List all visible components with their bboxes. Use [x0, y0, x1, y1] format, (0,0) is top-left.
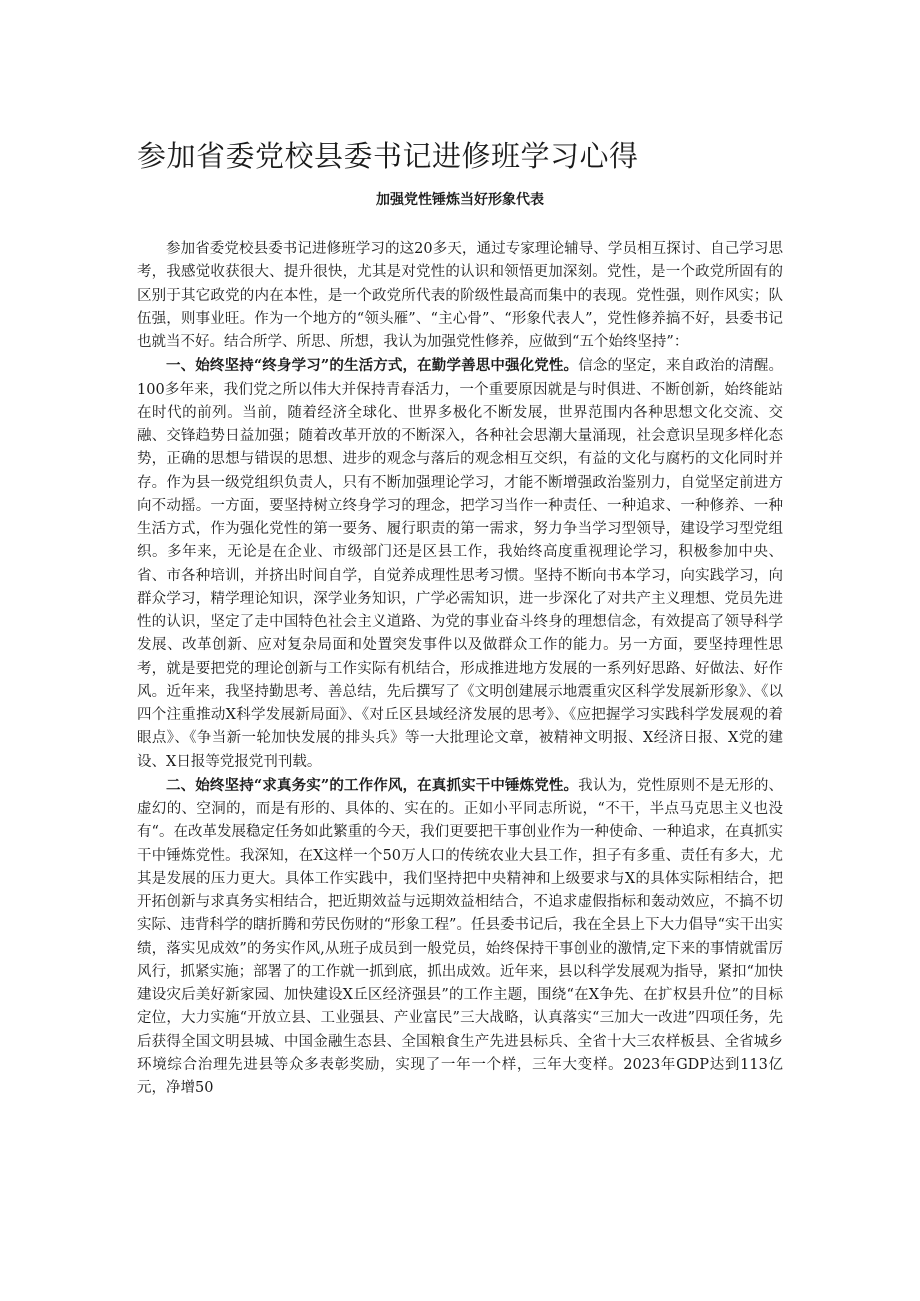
paragraph-text: 信念的坚定，来自政治的清醒。100多年来，我们党之所以伟大并保持青春活力，一个重要原因就是与时俱进、不断创新，始终能站在时代的前列。当前，随着经济全球化、世界多极化不断发展，世界范围内各种思想文化交流、交融、交锋趋势日益加强；随着改革开放的不断深入，各种社会思潮大量涌现，社会意识呈现多样化态势，正确的思想与错误的思想、进步的观念与落后的观念相互交织，有益的文化与腐朽的文化同时并存。作为县一级党组织负责人，只有不断加强理论学习，才能不断增强政治鉴别力，自觉坚定前进方向不动摇。一方面，要坚持树立终身学习的理念，把学习当作一种责任、一种追求、一种修养、一种生活方式，作为强化党性的第一要务、履行职责的第一需求，努力争当学习型领导，建设学习型党组织。多年来，无论是在企业、市级部门还是区县工作，我始终高度重视理论学习，积极参加中央、省、市各种培训，并挤出时间自学，自觉养成理性思考习惯。坚持不断向书本学习，向实践学习，向群众学习，精学理论知识，深学业务知识，广学必需知识，进一步深化了对共产主义理想、党员先进性的认识，坚定了走中国特色社会主义道路、为党的事业奋斗终身的理想信念，有效提高了领导科学发展、改革创新、应对复杂局面和处置突发事件以及做群众工作的能力。另一方面，要坚持理性思考，就是要把党的理论创新与工作实际有机结合，形成推进地方发展的一系列好思路、好做法、好作风。近年来，我坚持勤思考、善总结，先后撰写了《文明创建展示地震重灾区科学发展新形象》、《以四个注重推动X科学发展新局面》、《对丘区县域经济发展的思考》、《应把握学习实践科学发展观的着眼点》、《争当新一轮加快发展的排头兵》等一大批理论文章，被精神文明报、X经济日报、X党的建设、X日报等党报党刊刊载。 [137, 358, 784, 770]
document-title: 参加省委党校县委书记进修班学习心得 [137, 139, 639, 173]
paragraph-text: 我认为，党性原则不是无形的、虚幻的、空洞的，而是有形的、具体的、实在的。正如小平同志所说，“不干，半点马克思主义也没有“。在改革发展稳定任务如此繁重的今天，我们更要把干事创业作为一种使命、一种追求，在真抓实干中锤炼党性。我深知，在X这样一个50万人口的传统农业大县工作，担子有多重、责任有多大，尤其是发展的压力更大。具体工作实践中，我们坚持把中央精神和上级要求与X的具体实际相结合，把开拓创新与求真务实相结合，把近期效益与远期效益相结合，不追求虚假指标和轰动效应，不搞不切实际、违背科学的瞎折腾和劳民伤财的“形象工程”。任县委书记后，我在全县上下大力倡导“实干出实绩，落实见成效”的务实作风,从班子成员到一般党员，始终保持干事创业的激情,定下来的事情就雷厉风行，抓紧实施；部署了的工作就一抓到底，抓出成效。近年来，县以科学发展观为指导，紧扣“加快建设灾后美好新家园、加快建设X丘区经济强县”的工作主题，围绕“在X争先、在扩权县升位”的目标定位，大力实施“开放立县、工业强县、产业富民”三大战略，认真落实“三加大一改进”四项任务，先后获得全国文明县城、中国金融生态县、全国粮食生产先进县标兵、全省十大三农样板县、全省城乡环境综合治理先进县等众多表彰奖励，实现了一年一个样，三年大变样。2023年GDP达到113亿元，净增50 [137, 777, 784, 1096]
paragraph-intro [137, 237, 783, 354]
paragraph-text: 参加省委党校县委书记进修班学习的这20多天，通过专家理论辅导、学员相互探讨、自己学习思考，我感觉收获很大、提升很快，尤其是对党性的认识和领悟更加深刻。党性，是一个政党所固有的区别于其它政党的内在本性，是一个政党所代表的阶级性最高而集中的表现。党性强，则作风实；队伍强，则事业旺。作为一个地方的“领头雁”、“主心骨”、“形象代表人”，党性修养搞不好，县委书记也就当不好。结合所学、所思、所想，我认为加强党性修养，应做到“五个始终坚持”： [137, 241, 783, 350]
paragraph-lead: 一、始终坚持“终身学习”的生活方式，在勤学善思中强化党性。 [166, 357, 579, 375]
paragraph-section-1 [137, 354, 783, 774]
paragraph-section-2 [137, 774, 783, 1101]
paragraph-lead: 二、始终坚持“求真务实”的工作作风，在真抓实干中锤炼党性。 [166, 776, 579, 794]
document-body [137, 237, 783, 1100]
document-subtitle: 加强党性锤炼当好形象代表 [376, 192, 544, 208]
